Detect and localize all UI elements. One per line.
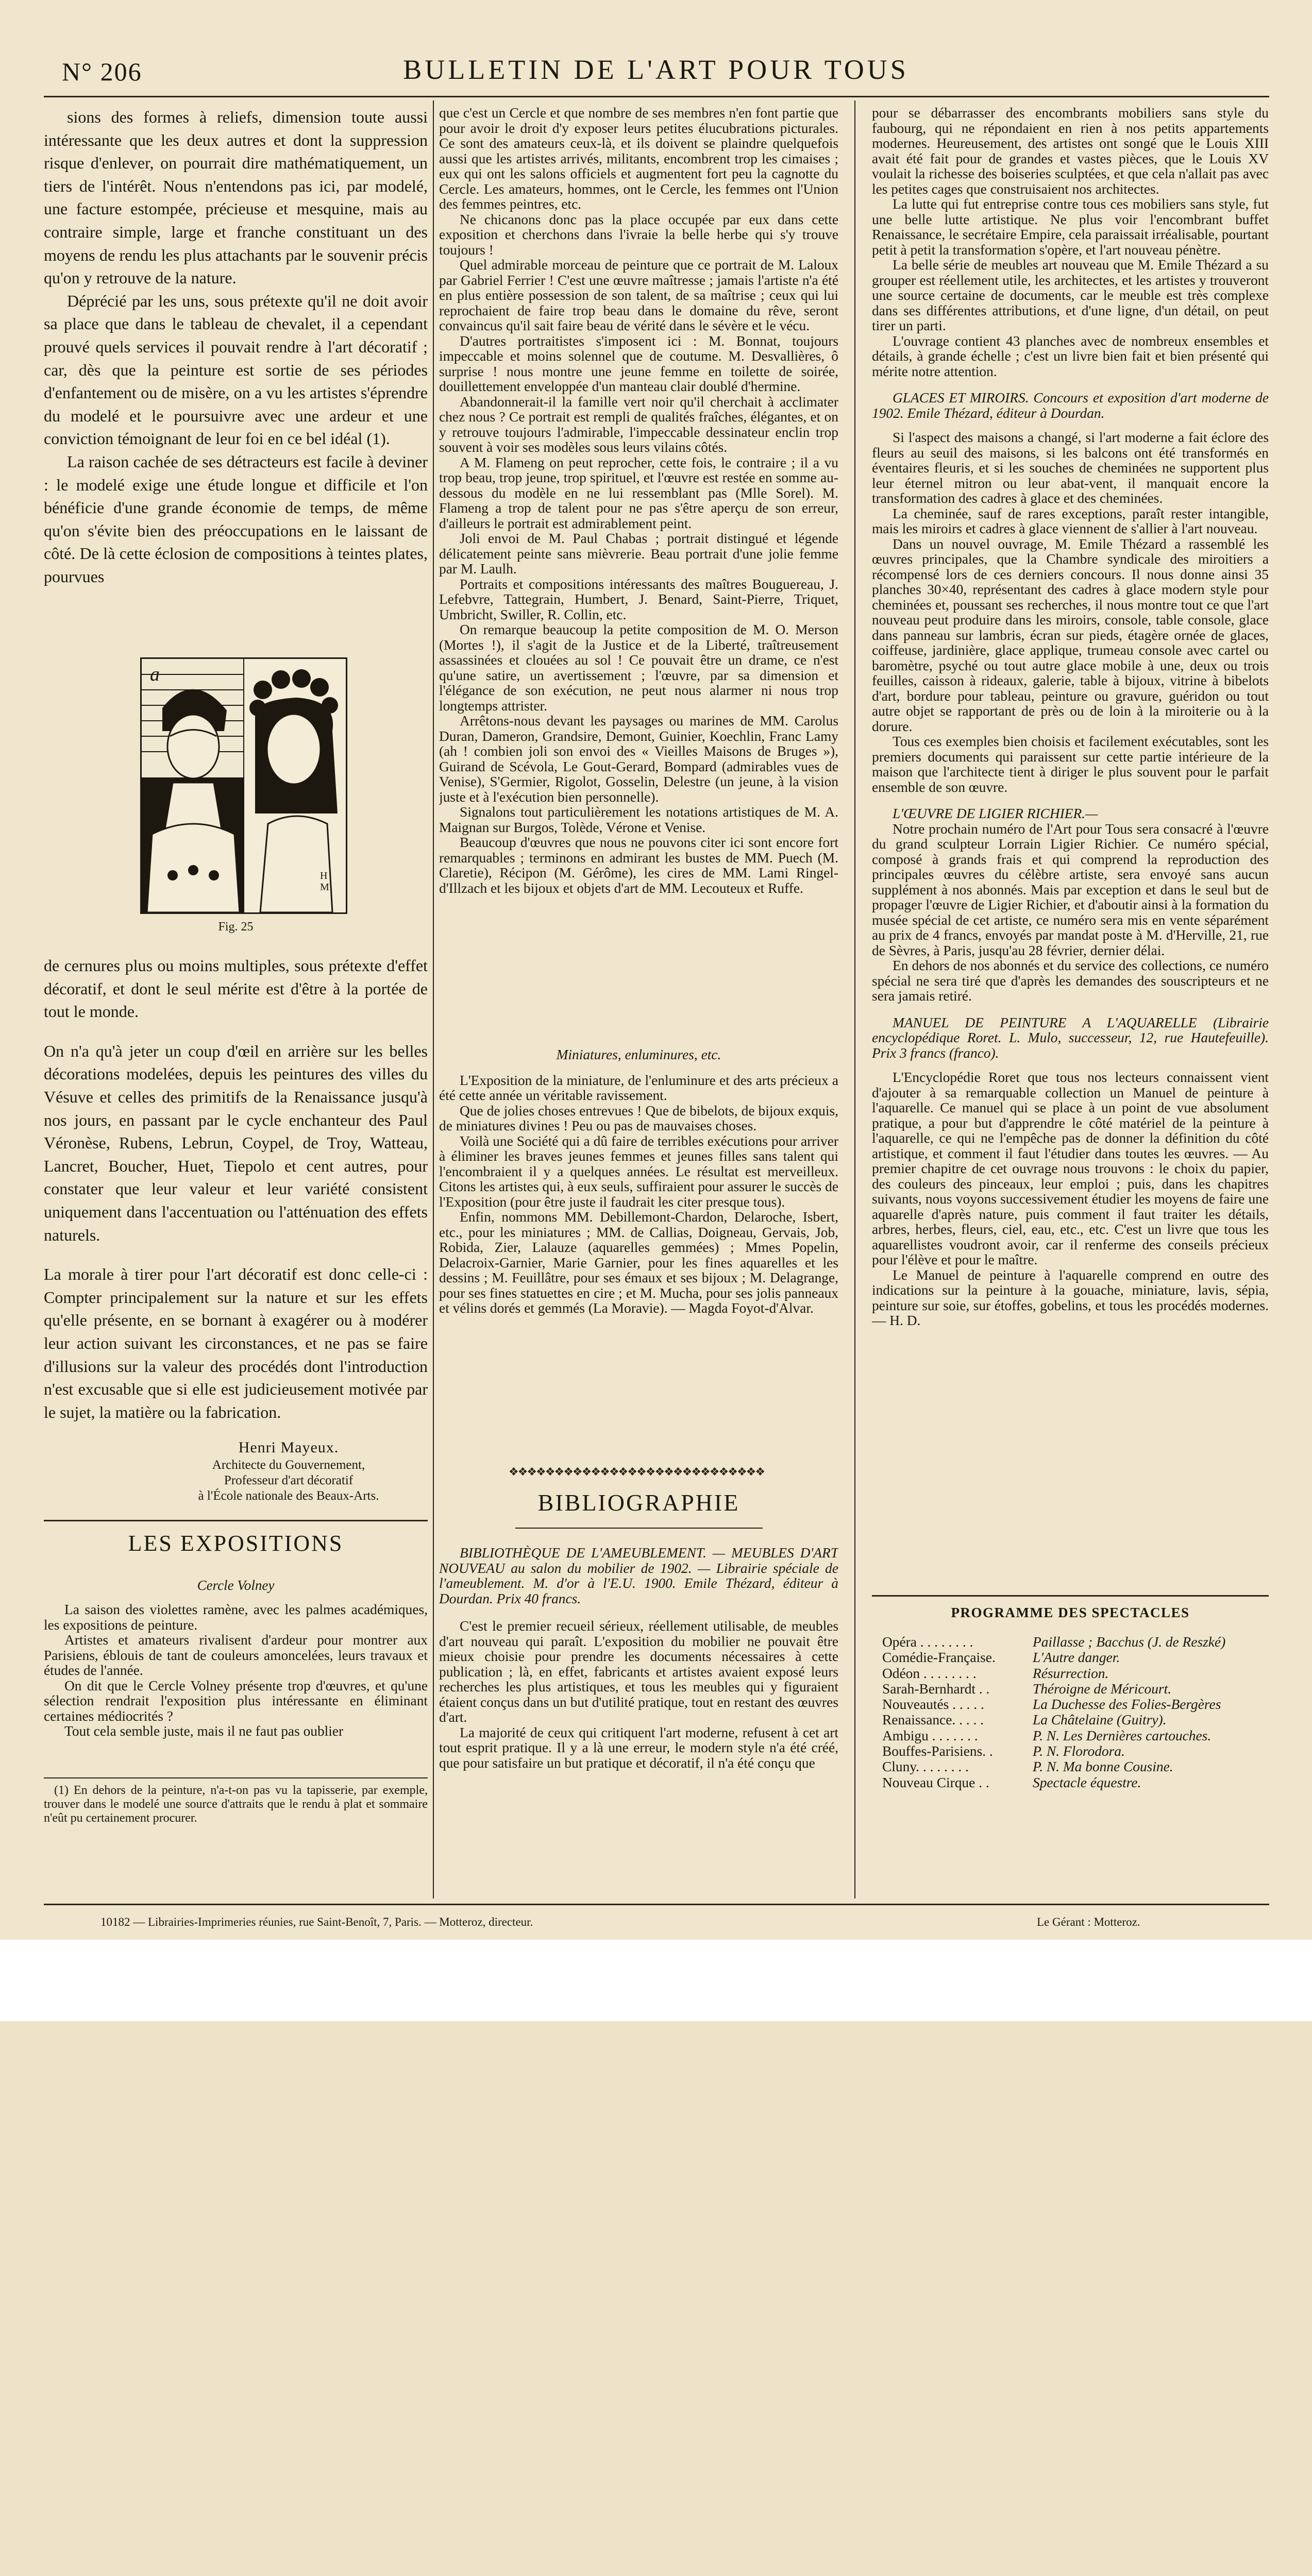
- paragraph: que c'est un Cercle et que nombre de ses membres n'en font partie que pour avoir le droit d'y exposer leurs petites élucubrations picturales. Ce sont des amateurs ceux-là, et ils doivent se plaindre quelquefois aussi que les artistes arrivés, militants, encombrent trop les cimaises ; eux qui ont les salons officiels et augmentent fort peu la cagnotte du Cercle. Les amateurs, hommes, ont le Cercle, les femmes ont l'Union des femmes peintres, etc.: [439, 106, 838, 212]
- paragraph: L'Exposition de la miniature, de l'enluminure et des arts précieux a été cette année un véritable ravissement.: [439, 1072, 838, 1103]
- author-title-line: à l'École nationale des Beaux-Arts.: [198, 1489, 379, 1503]
- play-title: L'Autre danger.: [1033, 1650, 1120, 1666]
- author-title-line: Architecte du Gouvernement,: [212, 1458, 365, 1472]
- paragraph: A M. Flameng on peut reprocher, cette fois, le contraire ; il a vu trop beau, trop jeune, trop spirituel, et l'œuvre est restée en somme au-dessous du modèle en ne lui ressemblant pas (Mlle Sorel). M. Flameng a trop de talent pour ne pas s'être aperçu de son erreur, d'ailleurs le portrait est admirablement peint.: [439, 454, 838, 531]
- column-divider-2: [854, 100, 855, 1899]
- list-item: [882, 1650, 1274, 1665]
- paragraph: C'est le premier recueil sérieux, réellement utilisable, de meubles d'art nouveau qui paraît. L'exposition du mobilier ne pouvait être mieux choisie pour prendre les documents nécessaires à cette publication ; là, en effet, fabricants et artistes avaient exposé leurs recherches les plus artistiques, et tous les meubles qui y figuraient étaient conçus dans un but d'utilité pratique, tout en restant des œuvres d'art.: [439, 1618, 838, 1725]
- paragraph: de cernures plus ou moins multiples, sous prétexte d'effet décoratif, et dont le seul mérite est d'être à la portée de tout le monde.: [44, 956, 428, 1021]
- header-rule: [44, 96, 1269, 97]
- author-name: Henri Mayeux.: [238, 1439, 339, 1456]
- book-entry-heading: MANUEL DE PEINTURE A L'AQUARELLE (Librairie encyclopédique Roret. L. Mulo, successeur, 12, rue Hautefeuille). Prix 3 francs (franco).: [872, 1014, 1269, 1061]
- paragraph: La lutte qui fut entreprise contre tous ces mobiliers sans style, fut une belle lutte artistique. Ne plus voir l'encombrant buffet Renaissance, le secrétaire Empire, cela paraissait irréalisable, pourtant petit à petit la transformation s'opère, et l'art nouveau pénètre.: [872, 196, 1269, 258]
- paragraph: La morale à tirer pour l'art décoratif est donc celle-ci : Compter principalement sur la nature et sur les effets qu'elle présente, en se bornant à exagérer ou à modérer leur action suivant les circonstances, et ne pas se faire d'illusions sur la valeur des procédés dont l'introduction n'est excusable que si elle est judicieusement motivée par le sujet, la matière ou la fabrication.: [44, 1265, 428, 1421]
- theatre-name: Bouffes-Parisiens. .: [882, 1743, 993, 1759]
- paragraph: Portraits et compositions intéressants des maîtres Bouguereau, J. Lefebvre, Tattegrain, Humbert, J. Benard, Saint-Pierre, Triquet, Umbricht, Swiller, R. Collin, etc.: [439, 576, 838, 622]
- paragraph: Quel admirable morceau de peinture que ce portrait de M. Laloux par Gabriel Ferrier ! C'est une œuvre maîtresse ; jamais l'artiste n'a été en plus entière possession de son talent, de sa maîtrise ; ceux qui lui reprochaient de faire trop beau dans le domaine du rêve, seront convaincus qu'il sait faire beau de vérité dans le sévère et le vécu.: [439, 257, 838, 333]
- theatre-name: Odéon . . . . . . . .: [882, 1665, 977, 1681]
- play-title: Résurrection.: [1033, 1665, 1109, 1681]
- miniatures-section: [439, 1047, 838, 1460]
- paragraph: L'Encyclopédie Roret que tous nos lecteurs connaissent vient d'ajouter à sa remarquable collection un Manuel de peinture à l'aquarelle. Ce manuel qui se place à un point de vue absolument pratique, a pour but d'apprendre le côté matériel de la peinture à l'aquarelle, ce qui ne l'empêche pas de donner la définition du côté artistique, et comment il faut l'étudier dans toutes les œuvres. — Au premier chapitre de cet ouvrage nous trouvons : le choix du papier, des couleurs des pinceaux, leur emploi ; puis, dans les chapitres suivants, nous voyons successivement étudier les moyens de faire une aquarelle d'après nature, puis comment il faut traiter les détails, arbres, herbes, fleurs, ciel, eau, etc., etc. C'est un livre que tous les aquarellistes voudront avoir, car il renferme des conseils précieux pour l'élève et pour le maître.: [872, 1070, 1269, 1267]
- paragraph: Notre prochain numéro de l'Art pour Tous sera consacré à l'œuvre du grand sculpteur Lorrain Ligier Richier. Ce numéro spécial, composé à grands frais et qui comprend la reproduction des principales œuvres du célèbre artiste, sera envoyé sans aucun supplément à nos abonnés. Mais par exception et dans le seul but de propager l'œuvre de Ligier Richier, et d'aboutir ainsi à la formation du musée spécial de cet artiste, ce numéro sera mis en vente séparément au prix de 4 francs, envoyés par mandat poste à M. d'Herville, 21, rue de Sèvres, à Paris, jusqu'au 28 février, dernier délai.: [872, 821, 1269, 958]
- paragraph: On remarque beaucoup la petite composition de M. O. Merson (Mortes !), il s'agit de la Justice et de la Liberté, traîtreusement assassinées et clouées au sol ! Ce pouvait être un drame, ce n'est qu'une satire, un avertissement ; l'œuvre, par sa dimension et l'élégance de son exécution, ne peut nous alarmer ni nous trop longtemps attrister.: [439, 622, 838, 714]
- theatre-name: Opéra . . . . . . . .: [882, 1634, 973, 1650]
- list-item: [882, 1712, 1274, 1727]
- paragraph: Que de jolies choses entrevues ! Que de bibelots, de bijoux exquis, de miniatures divines ! Peu ou pas de mauvaises choses.: [439, 1103, 838, 1133]
- list-item: [882, 1728, 1274, 1743]
- list-item: [882, 1743, 1274, 1759]
- programme-heading: PROGRAMME DES SPECTACLES: [951, 1605, 1190, 1620]
- programme-rule: [872, 1595, 1269, 1597]
- paragraph: L'ouvrage contient 43 planches avec de nombreux ensembles et détails, à grande échelle ; c'est un livre bien fait et bien présenté qui mérite notre attention.: [872, 333, 1269, 379]
- printer-imprint: 10182 — Librairies-Imprimeries réunies, rue Saint-Benoît, 7, Paris. — Motteroz, directeur.: [100, 1916, 533, 1928]
- column-1-continued: [44, 938, 428, 1440]
- figure-caption: Fig. 25: [218, 920, 254, 934]
- paragraph: Déprécié par les uns, sous prétexte qu'il ne doit avoir sa place que dans le tableau de chevalet, il a cependant prouvé quels services il pouvait rendre à l'art décoratif ; car, dès que la peinture est sortie de ses périodes d'enfantement ou de misère, on a vu les artistes s'éprendre du modelé et le poursuivre avec une ardeur et une conviction témoignant de leur foi en ce bel idéal (1).: [44, 291, 428, 448]
- paragraph: sions des formes à reliefs, dimension toute aussi intéressante que les deux autres et dont la suppression risque d'enlever, on pourrait dire mathématiquement, un tiers de l'intérêt. Nous n'entendons pas ici, par modelé, une facture estompée, précieuse et mesquine, mais au contraire simple, large et franche constituant un des moyens de rendu les plus attachants par le souvenir précis qu'on y retrouve de la nature.: [44, 108, 428, 287]
- paragraph: Joli envoi de M. Paul Chabas ; portrait distingué et légende délicatement peinte sans mièvrerie. Beau portrait d'une jolie femme par M. Laulh.: [439, 531, 838, 577]
- list-item: [882, 1666, 1274, 1681]
- bibliographie-text: [439, 1546, 838, 1896]
- play-title: Paillasse ; Bacchus (J. de Reszké): [1033, 1634, 1226, 1650]
- author-title-line: Professeur d'art décoratif: [224, 1473, 354, 1487]
- play-title: La Duchesse des Folies-Bergères: [1033, 1697, 1221, 1713]
- figure-monogram: H M: [320, 870, 329, 893]
- list-item: [882, 1634, 1274, 1650]
- play-title: P. N. Florodora.: [1033, 1743, 1125, 1759]
- paragraph: Voilà une Société qui a dû faire de terribles exécutions pour arriver à éliminer les braves jeunes femmes et jeunes filles sans talent qui l'encombraient il y a quelques années. Le résultat est merveilleux. Citons les artistes qui, à eux seuls, suffiraient pour assurer le succès de l'Exposition (pour être juste il faudrait les citer presque tous).: [439, 1133, 838, 1210]
- subsection-heading: Cercle Volney: [197, 1578, 275, 1593]
- paragraph: On dit que le Cercle Volney présente trop d'œuvres, et qu'une sélection rendrait l'exposition plus intéressante en éliminant certaines médiocrités ?: [44, 1677, 428, 1724]
- expositions-text: [44, 1602, 428, 1739]
- column-1-top: [44, 106, 428, 588]
- paragraph: La raison cachée de ses détracteurs est facile à deviner : le modelé exige une étude longue et difficile et l'on bénéficie d'une grande économie de temps, de même qu'on s'évite bien des préoccupations en le laissant de côté. De là cette éclosion de compositions à teintes plates, pourvues: [44, 452, 428, 586]
- theatre-name: Nouveau Cirque . .: [882, 1774, 989, 1790]
- paragraph: Beaucoup d'œuvres que nous ne pouvons citer ici sont encore fort remarquables ; terminons en admirant les bustes de MM. Puech (M. Claretie), Récipon (M. Gérôme), les cires de MM. Lami Ringel-d'Illzach et les bijoux et objets d'art de MM. Lecouteux et Ruffe.: [439, 835, 838, 896]
- portrait-figures-image: [142, 659, 346, 912]
- paragraph: Arrêtons-nous devant les paysages ou marines de MM. Carolus Duran, Dameron, Grandsire, Demont, Guinier, Koechlin, Franc Lamy (ah ! combien joli son envoi des « Vieilles Maisons de Bruges »), Guirand de Scévola, Le Gout-Gerard, Bompard (admirables vues de Venise), S'Germier, Rigolot, Gosselin, Delestre (un jeune, à la vision juste et à l'exécution bien personnelle).: [439, 713, 838, 805]
- digitization-footer-bar: [0, 1940, 1312, 2021]
- book-entry-heading: BIBLIOTHÈQUE DE L'AMEUBLEMENT. — MEUBLES D'ART NOUVEAU au salon du mobilier de 1902. — Librairie spéciale de l'ameublement. M. d'or à l'E.U. 1900. Emile Thézard, éditeur à Dourdan. Prix 40 francs.: [439, 1546, 838, 1606]
- paragraph: Dans un nouvel ouvrage, M. Emile Thézard a rassemblé les œuvres principales, que la Chambre syndicale des miroitiers a récompensé lors de ces derniers concours. Il nous donne ainsi 35 planches 30×40, représentant des cadres à glace modern style pour cheminées et, poussant ses recherches, il nous montre tout ce que l'art nouveau peut produire dans les miroirs, console, table console, glace dans panneau sur lambris, écran sur pieds, étagère ornée de glaces, coiffeuse, jardinière, glace applique, trumeau console avec cartel ou baromètre, psyché ou tout autre glace mobile à une, deux ou trois feuilles, caisson à rideaux, galerie, table à bijoux, vitrine à bibelots d'art, bordure pour tableau, peinture ou gravure, guéridon ou tout autre objet se rapportant de près ou de loin à la miroiterie ou à la dorure.: [872, 536, 1269, 734]
- paragraph: Tout cela semble juste, mais il ne faut pas oublier: [64, 1723, 344, 1739]
- figure-letter: a: [150, 664, 160, 685]
- column-3: [872, 106, 1269, 1589]
- paragraph: Abandonnerait-il la famille vert noir qu'il cherchait à acclimater chez nous ? Ce portrait est rempli de qualités fraîches, élégantes, et on y retrouve toujours l'admirable, l'impeccable dessinateur enclin trop souvent à voir ses modèles sous leurs vilains côtés.: [439, 394, 838, 455]
- footnote-rule: [44, 1777, 428, 1778]
- paragraph: Enfin, nommons MM. Debillemont-Chardon, Delaroche, Isbert, etc., pour les miniatures ; MM. de Callias, Doigneau, Gervais, Job, Robida, Zier, Lalauze (aquarelles gemmées) ; Mmes Popelin, Delacroix-Garnier, Marie Garnier, pour les fines aquarelles et les dessins ; M. Feuillâtre, pour ses émaux et ses bijoux ; M. Delagrange, pour ses fines statuettes en cire ; et M. Mucha, pour ses jolis panneaux et vélins dorés et gemmés (La Moravie). — Magda Foyot-d'Alvar.: [439, 1209, 838, 1316]
- paragraph: pour se débarrasser des encombrants mobiliers sans style du faubourg, qui ne répondaient en rien à nos petits appartements modernes. Heureusement, des artistes ont songé que le Louis XIII avait été fait pour de grandes et vastes pièces, que le Louis XV voulait la richesse des boiseries sculptées, et que cela n'allait pas avec les petites cages que construisaient nos architectes.: [872, 106, 1269, 197]
- paragraph: La cheminée, sauf de rares exceptions, paraît rester intangible, mais les miroirs et cadres à glace viennent de s'allier à l'art nouveau.: [872, 505, 1269, 536]
- ornamental-divider: ❖❖❖❖❖❖❖❖❖❖❖❖❖❖❖❖❖❖❖❖❖❖❖❖❖❖❖❖: [508, 1465, 765, 1478]
- biblio-rule: [515, 1528, 763, 1529]
- list-item: [882, 1697, 1274, 1712]
- paragraph: Tous ces exemples bien choisis et facilement exécutables, sont les premiers documents qui paraissent sur cette partie intérieure de la maison que l'architecte tient à diriger le plus souvent pour le parfait ensemble de son œuvre.: [872, 734, 1269, 795]
- section-heading-bibliographie: BIBLIOGRAPHIE: [537, 1489, 740, 1516]
- paragraph: Si l'aspect des maisons a changé, si l'art moderne a fait éclore des fleurs au seuil des maisons, si les balcons ont été transformés en éventaires fleuris, et si les souches de cheminées ne supportent plus leur éternel mitron ou leur abat-vent, il manquait encore la transformation des cadres à glace et des cheminées.: [872, 430, 1269, 506]
- author-signature: [155, 1440, 423, 1504]
- paragraph: Le Manuel de peinture à l'aquarelle comprend en outre des indications sur la peinture à la gouache, miniature, lavis, sépia, peinture sur soie, sur étoffes, gobelins, et tous les procédés modernes. — H. D.: [872, 1267, 1269, 1328]
- theatre-name: Comédie-Française.: [882, 1650, 996, 1666]
- list-item: [882, 1775, 1274, 1790]
- play-title: P. N. Les Dernières cartouches.: [1033, 1727, 1212, 1743]
- theatre-name: Cluny. . . . . . . .: [882, 1759, 969, 1775]
- page-number: N° 206: [62, 57, 142, 86]
- notice-heading: L'ŒUVRE DE LIGIER RICHIER.—: [893, 806, 1098, 821]
- paragraph: D'autres portraitistes s'imposent ici : M. Bonnat, toujours impeccable et moins solennel que de coutume. M. Desvallières, ô surprise ! nous montre une jeune femme en toilette de soirée, douillettement enveloppée d'un manteau clair doublé d'hermine.: [439, 333, 838, 394]
- paragraph: On n'a qu'à jeter un coup d'œil en arrière sur les belles décorations modelées, depuis les peintures des villes du Vésuve et celles des primitifs de la Renaissance jusqu'à nos jours, en passant par le cycle enchanteur des Paul Véronèse, Rubens, Lebrun, Coypel, de Troy, Watteau, Lancret, Boucher, Huet, Tiepolo et cent autres, pour constater que leur valeur et leur variété consistent uniquement dans l'accentuation ou l'atténuation des effets naturels.: [44, 1041, 428, 1244]
- section-heading-expositions: LES EXPOSITIONS: [128, 1531, 344, 1556]
- theatre-name: Ambigu . . . . . . .: [882, 1727, 978, 1743]
- paragraph: La belle série de meubles art nouveau que M. Emile Thézard a su grouper est réellement utile, les architectes, et les artistes y trouveront une source certaine de documents, car le meuble est très complexe dans ses différentes attributions, et d'une ligne, d'un détail, on peut tirer un parti.: [872, 257, 1269, 333]
- play-title: Spectacle équestre.: [1033, 1774, 1141, 1790]
- paragraph: En dehors de nos abonnés et du service des collections, ce numéro spécial ne sera tiré que d'après les demandes des souscripteurs et ne sera jamais retiré.: [872, 958, 1269, 1004]
- play-title: La Châtelaine (Guitry).: [1033, 1712, 1167, 1728]
- figure-25-illustration: [140, 657, 347, 914]
- footer-rule: [44, 1904, 1269, 1905]
- theatre-name: Sarah-Bernhardt . .: [882, 1681, 990, 1697]
- play-title: P. N. Ma bonne Cousine.: [1033, 1759, 1173, 1775]
- list-item: [882, 1681, 1274, 1697]
- paragraph: Ne chicanons donc pas la place occupée par eux dans cette exposition et cherchons dans l'ivraie la belle herbe qui s'y trouve toujours !: [439, 211, 838, 258]
- section-rule: [44, 1520, 428, 1521]
- list-item: [882, 1759, 1274, 1774]
- play-title: Théroigne de Méricourt.: [1033, 1681, 1172, 1697]
- book-entry-heading: GLACES ET MIROIRS. Concours et exposition d'art moderne de 1902. Emile Thézard, éditeur à Dourdan.: [872, 390, 1269, 421]
- theatre-name: Nouveautés . . . . .: [882, 1697, 984, 1713]
- gerant-imprint: Le Gérant : Motteroz.: [1037, 1916, 1140, 1928]
- footnote-text: (1) En dehors de la peinture, n'a-t-on pas vu la tapisserie, par exemple, trouver dans le modelé une source d'attraits que le rendu à plat et sommaire n'eût pu certainement procurer.: [44, 1784, 428, 1825]
- column-2-top: [439, 106, 838, 1038]
- paragraph: La majorité de ceux qui critiquent l'art moderne, refusent à cet art tout esprit pratique. Il y a là une erreur, le modern style n'a été créé, que pour satisfaire un but pratique et décoratif, il n'a été conçu que: [439, 1724, 838, 1771]
- miniatures-heading: Miniatures, enluminures, etc.: [556, 1047, 721, 1062]
- paragraph: Artistes et amateurs rivalisent d'ardeur pour montrer aux Parisiens, éblouis de tant de couleurs amoncelées, leurs travaux et études de l'année.: [44, 1632, 428, 1678]
- theatre-name: Renaissance. . . . .: [882, 1712, 984, 1728]
- column-divider-1: [433, 100, 434, 1899]
- spectacles-list: [882, 1634, 1274, 1790]
- paragraph: Signalons tout particulièrement les notations artistiques de M. A. Maignan sur Burgos, Tolède, Vérone et Venise.: [439, 804, 838, 835]
- journal-title: BULLETIN DE L'ART POUR TOUS: [403, 54, 909, 85]
- paragraph: La saison des violettes ramène, avec les palmes académiques, les expositions de peinture.: [44, 1602, 428, 1633]
- footnote: [44, 1784, 428, 1825]
